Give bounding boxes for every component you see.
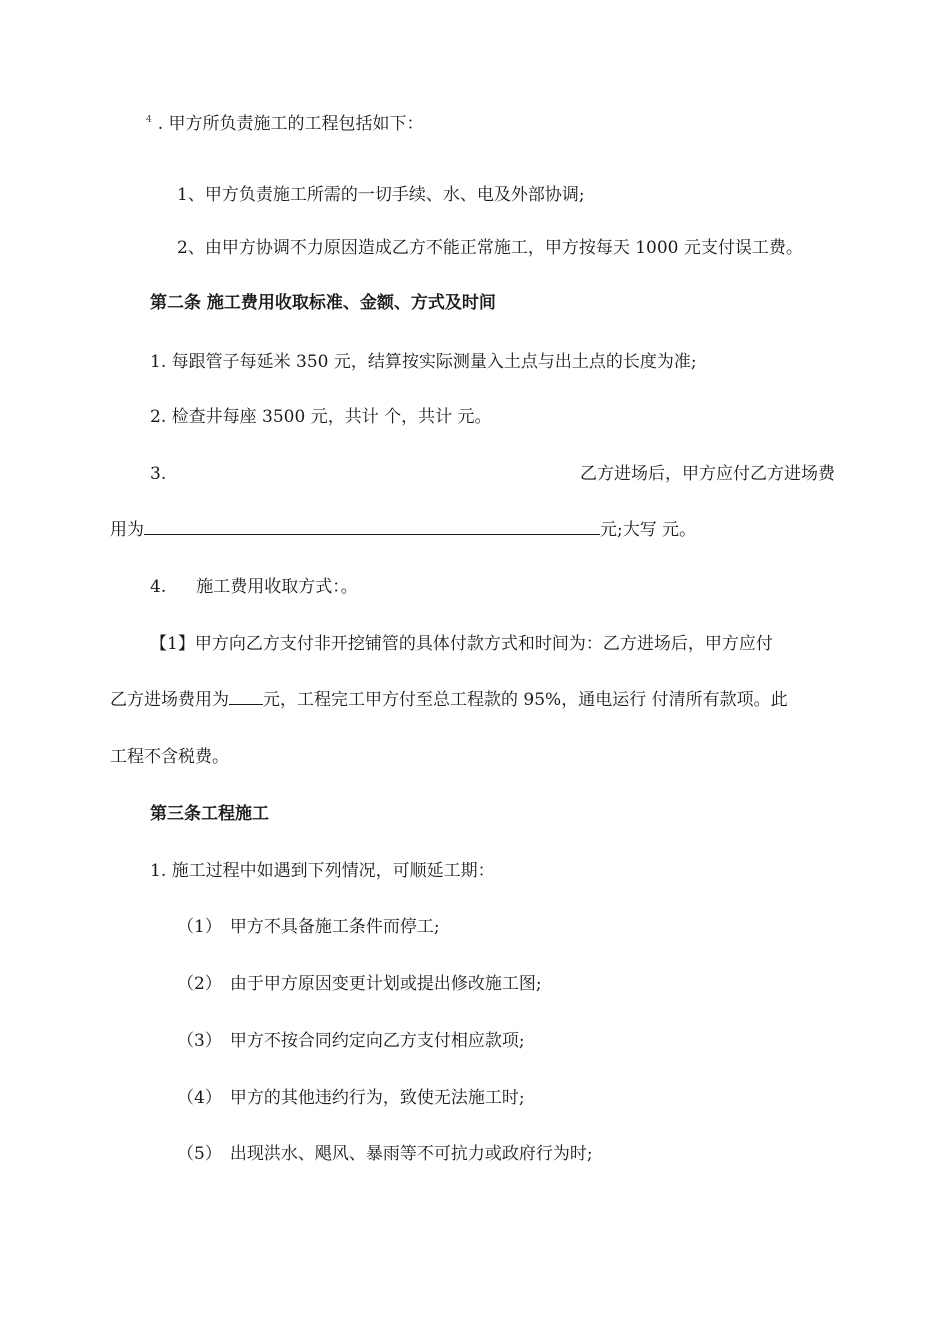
- payment-suffix: 元，工程完工甲方付至总工程款的 95%，通电运行 付清所有款项。此: [263, 690, 788, 710]
- construction-item-1: 1. 施工过程中如遇到下列情况，可顺延工期：: [150, 861, 495, 881]
- amount-blank-short: [229, 690, 263, 705]
- amount-blank-line: [162, 520, 582, 535]
- section-3-heading: 第三条工程施工: [150, 804, 269, 824]
- item-2-paragraph: 2、由甲方协调不力原因造成乙方不能正常施工，甲方按每天 1000 元支付误工费。: [177, 238, 803, 258]
- list-item-text: 甲方的其他违约行为，致使无法施工时;: [229, 1088, 525, 1108]
- section-2-heading: 第二条 施工费用收取标准、金额、方式及时间: [150, 293, 496, 313]
- entry-fee-prefix: 用为: [110, 520, 144, 540]
- list-item-number: （3）: [177, 1031, 222, 1051]
- fee-item-3-number: 3.: [150, 464, 167, 484]
- dash-mark: [582, 523, 600, 535]
- fee-item-3-continuation: [110, 518, 696, 542]
- fee-item-2: 2. 检查井每座 3500 元，共计 个，共计 元。: [150, 407, 492, 427]
- list-item: [177, 1142, 593, 1166]
- fee-item-3-text: 乙方进场后，甲方应付乙方进场费: [580, 464, 835, 484]
- list-item-number: （2）: [177, 974, 222, 994]
- list-item: [177, 1086, 525, 1110]
- payment-paragraph-line-1: 【1】甲方向乙方支付非开挖铺管的具体付款方式和时间为：乙方进场后，甲方应付: [150, 634, 773, 654]
- list-item-text: 甲方不具备施工条件而停工;: [229, 917, 440, 937]
- dash-mark: [144, 523, 162, 535]
- clause-number: 4: [146, 115, 152, 125]
- item-1-paragraph: 1、甲方负责施工所需的一切手续、水、电及外部协调;: [177, 185, 585, 205]
- list-item-number: （4）: [177, 1088, 222, 1108]
- clause-4-paragraph: [146, 112, 424, 136]
- entry-fee-suffix: 元;大写 元。: [600, 520, 697, 540]
- list-item-text: 出现洪水、飓风、暴雨等不可抗力或政府行为时;: [229, 1144, 593, 1164]
- list-item-number: （1）: [177, 917, 222, 937]
- list-item: [177, 972, 542, 996]
- list-item-number: （5）: [177, 1144, 222, 1164]
- fee-item-4: [150, 575, 358, 599]
- list-item-text: 由于甲方原因变更计划或提出修改施工图;: [229, 974, 542, 994]
- fee-item-4-number: 4.: [150, 577, 167, 597]
- list-item-text: 甲方不按合同约定向乙方支付相应款项;: [229, 1031, 525, 1051]
- list-item: [177, 1029, 525, 1053]
- payment-paragraph-line-3: 工程不含税费。: [110, 747, 229, 767]
- fee-item-1: 1. 每跟管子每延米 350 元，结算按实际测量入土点与出土点的长度为准;: [150, 352, 697, 372]
- list-item: [177, 915, 440, 939]
- payment-paragraph-line-2: [110, 688, 788, 712]
- clause-text: . 甲方所负责施工的工程包括如下：: [157, 114, 424, 134]
- payment-prefix: 乙方进场费用为: [110, 690, 229, 710]
- fee-item-4-text: 施工费用收取方式：。: [196, 577, 358, 597]
